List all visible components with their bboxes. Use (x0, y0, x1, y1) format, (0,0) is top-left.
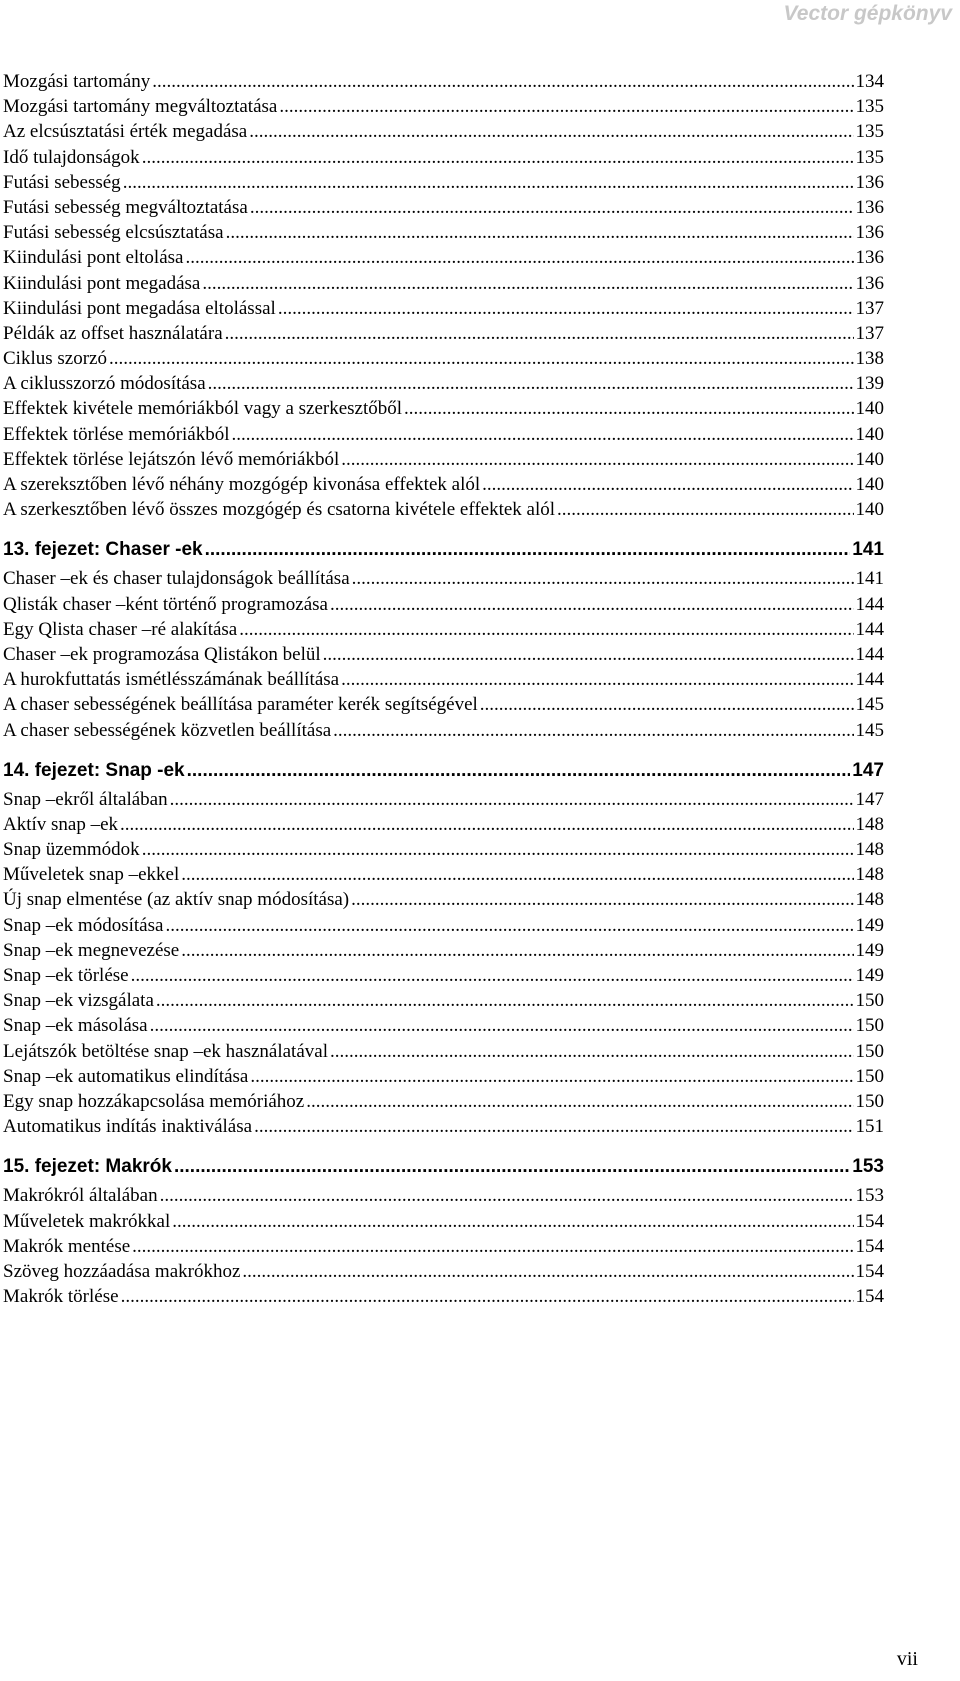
toc-entry[interactable] (3, 170, 884, 195)
dot-leader (226, 220, 854, 245)
toc-entry-page: 140 (855, 448, 884, 470)
dot-leader (142, 145, 854, 170)
dot-leader (170, 787, 854, 812)
toc-entry-page: 149 (855, 939, 884, 961)
toc-entry[interactable] (3, 1039, 884, 1064)
toc-entry[interactable] (3, 913, 884, 938)
toc-entry-page: 137 (855, 297, 884, 319)
toc-entry[interactable] (3, 692, 884, 717)
toc-entry-page: 154 (855, 1260, 884, 1282)
toc-entry-title: Effektek kivétele memóriákból vagy a szerkesztőből (3, 398, 403, 420)
toc-entry-page: 135 (855, 96, 884, 118)
toc-entry[interactable] (3, 1209, 884, 1234)
toc-entry-title: A szerkesztőben lévő összes mozgógép és csatorna kivétele effektek alól (3, 499, 556, 521)
toc-entry-title: Kiindulási pont eltolása (3, 247, 184, 269)
toc-entry-title: Példák az offset használatára (3, 322, 223, 344)
toc-entry[interactable] (3, 1089, 884, 1114)
toc-entry-page: 141 (855, 568, 884, 590)
toc-entry-page: 144 (855, 669, 884, 691)
toc-entry-title: Mozgási tartomány megváltoztatása (3, 96, 278, 118)
toc-entry-title: 14. fejezet: Snap -ek (3, 759, 185, 781)
toc-entry-title: Mozgási tartomány (3, 71, 151, 92)
dot-leader (250, 195, 854, 220)
toc-entry-page: 147 (852, 759, 884, 781)
dot-leader (172, 1209, 853, 1234)
toc-entry[interactable] (3, 938, 884, 963)
toc-entry-page: 153 (852, 1156, 884, 1178)
toc-entry-title: Futási sebesség megváltoztatása (3, 196, 248, 218)
toc-entry-title: Snap –ek módosítása (3, 914, 164, 936)
toc-entry-title: Egy snap hozzákapcsolása memóriához (3, 1090, 305, 1112)
toc-entry-page: 136 (855, 196, 884, 218)
toc-entry-page: 137 (855, 322, 884, 344)
toc-entry[interactable] (3, 787, 884, 812)
dot-leader (152, 69, 853, 94)
dot-leader (120, 812, 853, 837)
dot-leader (557, 497, 853, 522)
toc-entry-title: Makrók mentése (3, 1235, 131, 1257)
dot-leader (187, 754, 851, 787)
toc-entry[interactable] (3, 69, 884, 94)
toc-entry-title: 13. fejezet: Chaser -ek (3, 539, 203, 561)
toc-entry-title: 15. fejezet: Makrók (3, 1156, 172, 1178)
toc-entry-title: Műveletek snap –ekkel (3, 864, 180, 886)
toc-entry[interactable] (3, 119, 884, 144)
dot-leader (341, 447, 853, 472)
running-header: Vector gépkönyv (783, 2, 952, 25)
dot-leader (131, 963, 854, 988)
dot-leader (351, 887, 853, 912)
dot-leader (250, 1064, 853, 1089)
toc-entry-title: Snap –ek megnevezése (3, 939, 180, 961)
toc-entry[interactable] (3, 245, 884, 270)
toc-entry-title: Futási sebesség elcsúsztatása (3, 222, 224, 244)
dot-leader (482, 472, 853, 497)
page-number: vii (896, 1648, 918, 1670)
dot-leader (156, 988, 854, 1013)
toc-entry[interactable] (3, 94, 884, 119)
dot-leader (333, 718, 853, 743)
dot-leader (480, 692, 854, 717)
toc-entry-page: 149 (855, 965, 884, 986)
toc-entry[interactable] (3, 1259, 884, 1284)
toc-entry-title: Qlisták chaser –ként történő programozása (3, 593, 328, 615)
toc-entry[interactable] (3, 592, 884, 617)
toc-chapter-heading[interactable] (3, 754, 884, 787)
toc-entry-page: 136 (855, 247, 884, 269)
toc-entry-page: 148 (855, 839, 884, 861)
toc-chapter-heading[interactable] (3, 533, 884, 566)
toc-entry[interactable] (3, 145, 884, 170)
toc-entry-page: 144 (855, 618, 884, 640)
dot-leader (249, 119, 853, 144)
toc-entry-title: Snap üzemmódok (3, 839, 140, 861)
dot-leader (330, 592, 854, 617)
dot-leader (160, 1183, 854, 1208)
toc-entry[interactable] (3, 447, 884, 472)
toc-entry-title: A chaser sebességének közvetlen beállítása (3, 719, 332, 741)
toc-entry-title: Snap –ek vizsgálata (3, 990, 154, 1012)
toc-entry-page: 153 (855, 1185, 884, 1207)
toc-entry-title: Idő tulajdonságok (3, 146, 140, 168)
toc-entry-page: 138 (855, 348, 884, 370)
toc-entry-title: Snap –ek másolása (3, 1015, 148, 1037)
toc-entry-page: 145 (855, 719, 884, 741)
toc-entry[interactable] (3, 718, 884, 743)
toc-entry[interactable] (3, 1234, 884, 1259)
toc-entry-page: 149 (855, 914, 884, 936)
toc-entry-title: Egy Qlista chaser –ré alakítása (3, 618, 238, 640)
toc-entry-page: 150 (855, 1015, 884, 1037)
toc-entry-page: 151 (855, 1116, 884, 1138)
toc-entry[interactable] (3, 346, 884, 371)
dot-leader (142, 837, 854, 862)
toc-entry[interactable] (3, 296, 884, 321)
toc-entry-page: 140 (855, 499, 884, 521)
table-of-contents (3, 69, 884, 1309)
toc-entry-title: Új snap elmentése (az aktív snap módosítása) (3, 889, 350, 911)
toc-entry[interactable] (3, 1183, 884, 1208)
toc-entry[interactable] (3, 422, 884, 447)
toc-entry-title: A szereksztőben lévő néhány mozgógép kivonása effektek alól (3, 474, 481, 495)
toc-entry-title: A hurokfuttatás ismétlésszámának beállítása (3, 669, 340, 691)
toc-entry-title: A ciklusszorzó módosítása (3, 373, 206, 395)
toc-entry[interactable] (3, 887, 884, 912)
toc-entry-page: 139 (855, 373, 884, 395)
toc-entry[interactable] (3, 1114, 884, 1139)
dot-leader (150, 1013, 854, 1038)
toc-entry-title: Futási sebesség (3, 171, 121, 193)
dot-leader (330, 1039, 854, 1064)
toc-entry[interactable] (3, 963, 884, 988)
toc-entry-page: 150 (855, 1090, 884, 1112)
toc-entry-page: 140 (855, 423, 884, 445)
toc-entry[interactable] (3, 862, 884, 887)
toc-entry-title: Az elcsúsztatási érték megadása (3, 121, 248, 143)
toc-entry-title: Aktív snap –ek (3, 813, 119, 835)
toc-entry-title: Chaser –ek programozása Qlistákon belül (3, 643, 321, 665)
toc-entry[interactable] (3, 371, 884, 396)
dot-leader (181, 938, 853, 963)
toc-entry-page: 148 (855, 864, 884, 886)
toc-entry-title: Kiindulási pont megadása eltolással (3, 297, 276, 319)
dot-leader (185, 245, 853, 270)
toc-entry-title: A chaser sebességének beállítása paraméter kerék segítségével (3, 694, 478, 716)
dot-leader (205, 533, 851, 566)
dot-leader (279, 94, 853, 119)
toc-entry-title: Snap –ek automatikus elindítása (3, 1065, 249, 1087)
toc-entry[interactable] (3, 220, 884, 245)
toc-entry-page: 136 (855, 272, 884, 294)
toc-entry-page: 148 (855, 813, 884, 835)
toc-entry[interactable] (3, 988, 884, 1013)
dot-leader (165, 913, 853, 938)
toc-entry[interactable] (3, 497, 884, 522)
dot-leader (123, 170, 854, 195)
dot-leader (202, 271, 853, 296)
toc-entry-page: 154 (855, 1210, 884, 1232)
toc-entry-title: Makrók törlése (3, 1286, 119, 1308)
dot-leader (232, 422, 854, 447)
dot-leader (404, 396, 853, 421)
toc-entry-title: Snap –ek törlése (3, 965, 129, 986)
dot-leader (121, 1284, 854, 1309)
toc-entry-page: 141 (852, 539, 884, 561)
toc-chapter-heading[interactable] (3, 1150, 884, 1183)
dot-leader (181, 862, 853, 887)
toc-entry-title: Snap –ekről általában (3, 788, 168, 810)
toc-entry-page: 136 (855, 222, 884, 244)
toc-entry[interactable] (3, 1013, 884, 1038)
toc-entry[interactable] (3, 1064, 884, 1089)
toc-entry[interactable] (3, 1284, 884, 1309)
toc-entry-page: 150 (855, 1065, 884, 1087)
dot-leader (278, 296, 854, 321)
toc-entry-page: 136 (855, 171, 884, 193)
dot-leader (242, 1259, 853, 1284)
toc-entry[interactable] (3, 812, 884, 837)
toc-entry-page: 148 (855, 889, 884, 911)
toc-entry[interactable] (3, 667, 884, 692)
dot-leader (174, 1150, 850, 1183)
toc-entry-page: 144 (855, 593, 884, 615)
toc-entry-page: 154 (855, 1235, 884, 1257)
dot-leader (132, 1234, 853, 1259)
toc-entry[interactable] (3, 271, 884, 296)
toc-entry[interactable] (3, 642, 884, 667)
dot-leader (352, 566, 854, 591)
dot-leader (109, 346, 854, 371)
toc-entry-title: Szöveg hozzáadása makrókhoz (3, 1260, 241, 1282)
toc-entry[interactable] (3, 566, 884, 591)
toc-entry-page: 154 (855, 1286, 884, 1308)
toc-entry[interactable] (3, 617, 884, 642)
toc-entry[interactable] (3, 396, 884, 421)
toc-entry-title: Kiindulási pont megadása (3, 272, 201, 294)
dot-leader (323, 642, 854, 667)
toc-entry-title: Ciklus szorzó (3, 348, 107, 370)
toc-entry[interactable] (3, 837, 884, 862)
toc-entry-page: 135 (855, 121, 884, 143)
dot-leader (254, 1114, 853, 1139)
toc-entry-page: 144 (855, 643, 884, 665)
toc-entry-page: 140 (855, 398, 884, 420)
dot-leader (341, 667, 853, 692)
toc-entry-title: Chaser –ek és chaser tulajdonságok beállítása (3, 568, 350, 590)
toc-entry-title: Makrókról általában (3, 1185, 158, 1207)
toc-entry-page: 147 (855, 788, 884, 810)
dot-leader (239, 617, 853, 642)
toc-entry[interactable] (3, 321, 884, 346)
dot-leader (225, 321, 854, 346)
toc-entry-page: 150 (855, 990, 884, 1012)
dot-leader (208, 371, 854, 396)
toc-entry-title: Műveletek makrókkal (3, 1210, 171, 1232)
toc-entry-page: 134 (855, 71, 884, 92)
toc-entry-title: Lejátszók betöltése snap –ek használatával (3, 1040, 328, 1062)
toc-entry-page: 150 (855, 1040, 884, 1062)
toc-entry-page: 135 (855, 146, 884, 168)
toc-entry-title: Automatikus indítás inaktiválása (3, 1116, 253, 1138)
dot-leader (306, 1089, 853, 1114)
toc-entry[interactable] (3, 195, 884, 220)
toc-entry[interactable] (3, 472, 884, 497)
toc-entry-page: 145 (855, 694, 884, 716)
toc-entry-title: Effektek törlése memóriákból (3, 423, 230, 445)
toc-entry-page: 140 (855, 474, 884, 495)
toc-entry-title: Effektek törlése lejátszón lévő memóriákból (3, 448, 340, 470)
